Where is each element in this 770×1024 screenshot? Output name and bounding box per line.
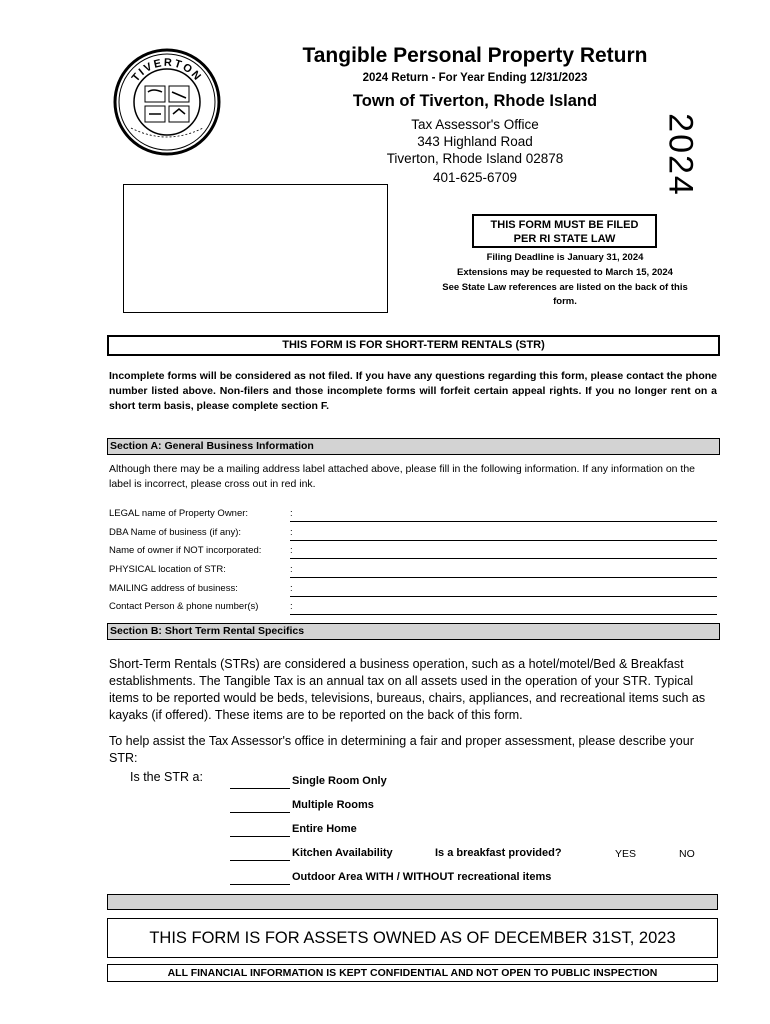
confidentiality-notice: ALL FINANCIAL INFORMATION IS KEPT CONFIDENTIAL AND NOT OPEN TO PUBLIC INSPECTION	[107, 964, 718, 982]
breakfast-question: Is a breakfast provided?	[435, 847, 562, 859]
vertical-year-text: 2024	[661, 113, 700, 197]
extension-note: Extensions may be requested to March 15, 2024	[457, 267, 673, 278]
entire-home-blank[interactable]	[230, 836, 290, 837]
option-outdoor-area: Outdoor Area WITH / WITHOUT recreational items	[292, 871, 552, 883]
dba-name-field[interactable]	[290, 539, 717, 541]
field-colon: :	[290, 564, 293, 575]
owner-name-field[interactable]	[290, 557, 717, 559]
section-b-description: Short-Term Rentals (STRs) are considered a business operation, such as a hotel/motel/Bed & Breakfast establishments. The Tangible Tax is an annual tax on all assets used in the operation of your STR. Typical items to be reported would be beds, televisions, bureaus, chairs, appliances, and recreational items such as kayaks (if offered). These items are to be reported on the back of this form.	[109, 657, 706, 722]
must-file-line-2: PER RI STATE LAW	[513, 233, 616, 245]
must-file-line-1: THIS FORM MUST BE FILED	[490, 219, 639, 231]
legal-name-field[interactable]	[290, 520, 717, 522]
vertical-year	[640, 95, 720, 215]
office-phone: 401-625-6709	[432, 170, 518, 185]
field-colon: :	[290, 583, 293, 594]
kitchen-blank[interactable]	[230, 860, 290, 861]
physical-location-field[interactable]	[290, 576, 717, 578]
section-a-heading: Section A: General Business Information	[107, 438, 720, 455]
option-entire-home: Entire Home	[292, 823, 357, 835]
field-label-owner-name: Name of owner if NOT incorporated:	[109, 545, 262, 556]
form-subtitle: 2024 Return - For Year Ending 12/31/2023	[362, 72, 588, 84]
field-colon: :	[290, 545, 293, 556]
multiple-rooms-blank[interactable]	[230, 812, 290, 813]
contact-person-field[interactable]	[290, 613, 717, 615]
field-colon: :	[290, 508, 293, 519]
section-b-instructions: To help assist the Tax Assessor's office in determining a fair and proper assessment, please describe your STR:	[109, 734, 694, 765]
field-label-legal-name: LEGAL name of Property Owner:	[109, 508, 249, 519]
field-colon: :	[290, 527, 293, 538]
option-multiple-rooms: Multiple Rooms	[292, 799, 374, 811]
option-single-room: Single Room Only	[292, 775, 387, 787]
section-b-heading: Section B: Short Term Rental Specifics	[107, 623, 720, 640]
single-room-blank[interactable]	[230, 788, 290, 789]
breakfast-yes[interactable]: YES	[615, 848, 637, 860]
field-label-physical-location: PHYSICAL location of STR:	[109, 564, 226, 575]
str-type-question: Is the STR a:	[130, 770, 203, 784]
field-label-contact-person: Contact Person & phone number(s)	[109, 601, 259, 612]
field-label-dba-name: DBA Name of business (if any):	[109, 527, 241, 538]
option-kitchen: Kitchen Availability	[292, 847, 393, 859]
breakfast-no[interactable]: NO	[679, 848, 695, 860]
section-a-note: Although there may be a mailing address label attached above, please fill in the following information. If any information on the label is incorrect, please cross out in red ink.	[109, 463, 696, 490]
svg-text:TIVERTON: TIVERTON	[129, 56, 205, 85]
str-notice-bar: THIS FORM IS FOR SHORT-TERM RENTALS (STR)	[107, 335, 720, 356]
form-title: Tangible Personal Property Return	[302, 44, 648, 67]
state-law-note-2: form.	[553, 296, 577, 307]
office-city: Tiverton, Rhode Island 02878	[386, 151, 564, 166]
field-colon: :	[290, 601, 293, 612]
intro-text: Incomplete forms will be considered as not filed. If you have any questions regarding this form, please contact the phone number listed above. Non-filers and those incomplete forms will forfeit certain appeal rights. If you no longer rent on a short term basis, please complete section F.	[109, 370, 717, 412]
mailing-address-field[interactable]	[290, 595, 717, 597]
office-name: Tax Assessor's Office	[411, 117, 539, 132]
town-name: Town of Tiverton, Rhode Island	[352, 92, 598, 110]
filing-deadline: Filing Deadline is January 31, 2024	[486, 252, 644, 263]
town-seal-logo	[113, 48, 221, 156]
assets-notice: THIS FORM IS FOR ASSETS OWNED AS OF DECEMBER 31ST, 2023	[107, 918, 718, 958]
outdoor-area-blank[interactable]	[230, 884, 290, 885]
gray-separator-bar	[107, 894, 718, 910]
office-street: 343 Highland Road	[417, 134, 533, 149]
field-label-mailing-address: MAILING address of business:	[109, 583, 238, 594]
mailing-label-box	[123, 184, 388, 313]
state-law-note: See State Law references are listed on the back of this	[442, 282, 688, 293]
must-file-box	[472, 214, 657, 248]
